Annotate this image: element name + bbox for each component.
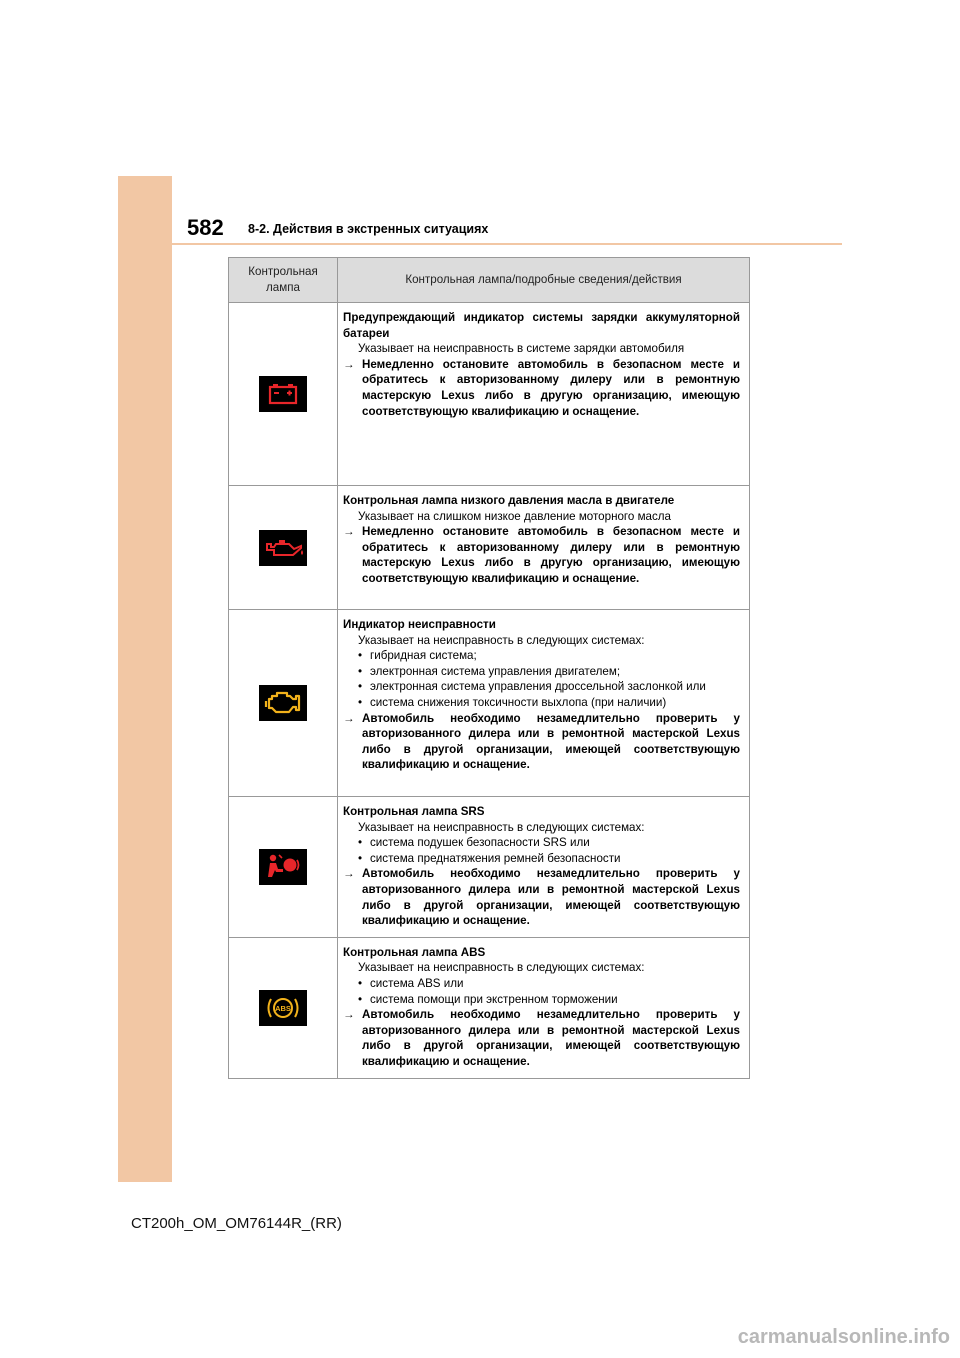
lamp-action-text: Немедленно остановите автомобиль в безопасном месте и обратитесь к авторизованному дилеру или в ремонтную мастерскую Lexus либо в другую организацию, имеющую соответствующую квалификацию и оснащение. <box>362 525 740 585</box>
list-item: • электронная система управления дроссельной заслонкой или <box>358 679 740 695</box>
lamp-description-cell <box>338 937 750 1078</box>
list-item: • электронная система управления двигателем; <box>358 664 740 680</box>
abs-warning-icon <box>259 990 307 1026</box>
lamp-action-text: Немедленно остановите автомобиль в безопасном месте и обратитесь к авторизованному дилеру или в ремонтную мастерскую Lexus либо в другую организацию, имеющую соответствующую квалификацию и оснащение. <box>362 357 740 418</box>
lamp-icon-cell <box>229 486 338 610</box>
lamp-icon-cell <box>229 610 338 797</box>
lamp-description-cell <box>338 486 750 610</box>
lamp-description: Указывает на слишком низкое давление моторного масла <box>358 509 672 523</box>
lamp-description: Указывает на неисправность в следующих системах: <box>358 961 645 975</box>
lamp-title: Предупреждающий индикатор системы зарядки аккумуляторной батареи <box>343 311 740 340</box>
lamp-action <box>343 711 740 773</box>
lamp-description-cell <box>338 797 750 938</box>
lamp-system-list <box>343 648 740 710</box>
header-rule <box>172 243 842 245</box>
column-header-details: Контрольная лампа/подробные сведения/действия <box>338 258 750 303</box>
document-code: CT200h_OM_OM76144R_(RR) <box>131 1215 342 1232</box>
lamp-icon-cell <box>229 797 338 938</box>
table-row <box>229 797 750 938</box>
lamp-system-list <box>343 835 740 866</box>
lamp-description: Указывает на неисправность в следующих системах: <box>358 820 645 834</box>
list-item: • система ABS или <box>358 976 740 992</box>
lamp-action <box>343 1007 740 1069</box>
table-row <box>229 937 750 1078</box>
lamp-description-cell <box>338 610 750 797</box>
column-header-lamp: Контрольная лампа <box>229 258 338 303</box>
table-row <box>229 303 750 486</box>
svg-text:ABS: ABS <box>275 1003 291 1013</box>
battery-charging-warning-icon <box>259 376 307 412</box>
lamp-action <box>343 866 740 928</box>
list-item: • гибридная система; <box>358 648 740 664</box>
section-title: 8-2. Действия в экстренных ситуациях <box>248 222 489 236</box>
lamp-description: Указывает на неисправность в системе зарядки автомобиля <box>358 342 685 356</box>
arrow-icon: → <box>343 711 355 725</box>
list-item: • система помощи при экстренном торможении <box>358 992 740 1008</box>
list-item: • система подушек безопасности SRS или <box>358 835 740 851</box>
lamp-action <box>343 357 740 419</box>
lamp-title: Контрольная лампа ABS <box>343 945 486 959</box>
warning-lamp-table <box>228 257 750 1079</box>
arrow-icon: → <box>343 867 355 881</box>
arrow-icon: → <box>343 525 355 539</box>
low-oil-pressure-icon <box>259 530 307 566</box>
arrow-icon: → <box>343 1008 355 1022</box>
lamp-description-cell <box>338 303 750 486</box>
lamp-description: Указывает на неисправность в следующих системах: <box>358 633 645 647</box>
lamp-action-text: Автомобиль необходимо незамедлительно проверить у авторизованного дилера или в ремонтной мастерской Lexus либо в другой организации, имеющей соответствующую квалификацию и оснащение. <box>362 1008 740 1068</box>
table-header-row <box>229 258 750 303</box>
srs-airbag-icon <box>259 849 307 885</box>
table-row <box>229 610 750 797</box>
lamp-icon-cell <box>229 303 338 486</box>
lamp-title: Контрольная лампа низкого давления масла в двигателе <box>343 494 675 507</box>
lamp-action <box>343 524 740 586</box>
lamp-action-text: Автомобиль необходимо незамедлительно проверить у авторизованного дилера или в ремонтной мастерской Lexus либо в другой организации, имеющей соответствующую квалификацию и оснащение. <box>362 711 740 772</box>
check-engine-icon <box>259 685 307 721</box>
lamp-action-text: Автомобиль необходимо незамедлительно проверить у авторизованного дилера или в ремонтной мастерской Lexus либо в другой организации, имеющей соответствующую квалификацию и оснащение. <box>362 867 740 928</box>
table-row <box>229 486 750 610</box>
lamp-system-list <box>343 976 740 1007</box>
lamp-title: Индикатор неисправности <box>343 618 496 631</box>
arrow-icon: → <box>343 357 355 371</box>
site-watermark[interactable]: carmanualsonline.info <box>737 1326 950 1348</box>
lamp-icon-cell <box>229 937 338 1078</box>
side-color-band <box>118 176 172 1182</box>
list-item: • система снижения токсичности выхлопа (при наличии) <box>358 695 740 711</box>
page-number: 582 <box>187 215 224 240</box>
list-item: • система преднатяжения ремней безопасности <box>358 851 740 867</box>
lamp-title: Контрольная лампа SRS <box>343 805 485 818</box>
